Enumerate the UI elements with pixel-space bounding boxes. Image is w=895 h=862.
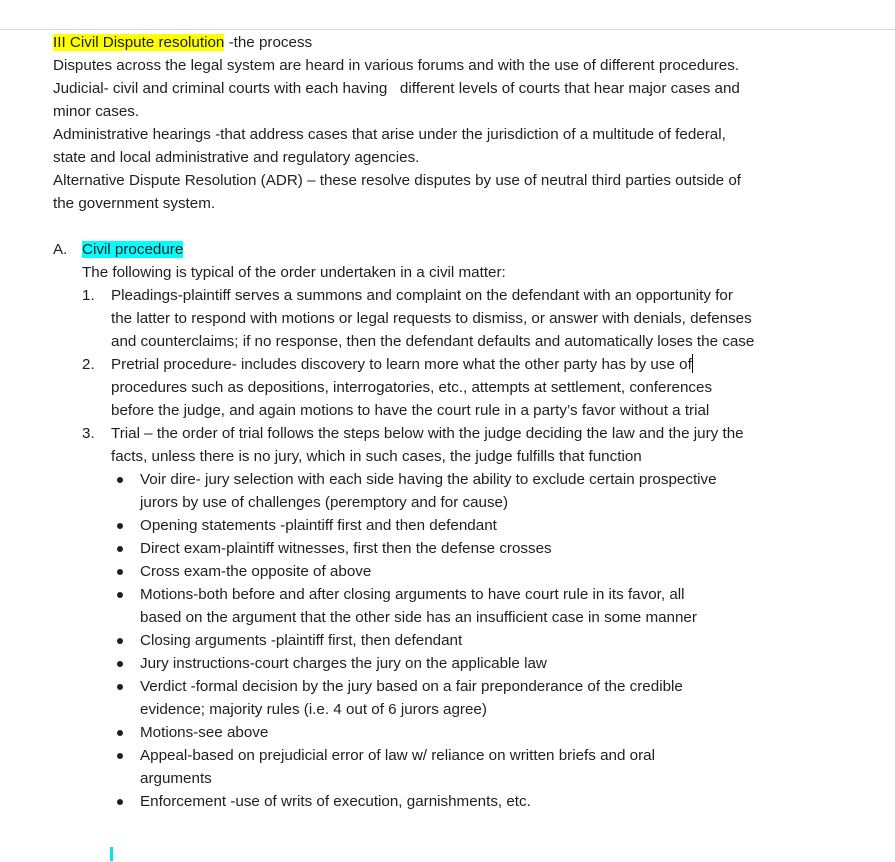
step-line: the latter to respond with motions or legal requests to dismiss, or answer with denials, defenses [111, 310, 752, 327]
bullet-icon [117, 592, 123, 598]
intro-line: Alternative Dispute Resolution (ADR) – these resolve disputes by use of neutral third parties outside of [53, 172, 742, 189]
procedure-step [82, 353, 853, 422]
trial-step-line: Opening statements -plaintiff first and then defendant [140, 517, 497, 534]
trial-step [140, 583, 853, 629]
step-number: 1. [82, 287, 95, 304]
trial-step [140, 652, 853, 675]
step-line: Trial – the order of trial follows the steps below with the judge deciding the law and the jury the [111, 425, 744, 442]
bullet-icon [117, 523, 123, 529]
step-line: before the judge, and again motions to have the court rule in a party’s favor without a trial [111, 402, 710, 419]
trial-step-line: Direct exam-plaintiff witnesses, first then the defense crosses [140, 540, 552, 557]
bullet-icon [117, 569, 123, 575]
trial-step-line: Verdict -formal decision by the jury based on a fair preponderance of the credible [140, 678, 683, 695]
trial-step [140, 629, 853, 652]
trial-step-line: evidence; majority rules (i.e. 4 out of 6 jurors agree) [140, 701, 487, 718]
intro-line: Disputes across the legal system are heard in various forums and with the use of different procedures. [53, 57, 740, 74]
section-civil-procedure [53, 238, 853, 813]
bullet-icon [117, 638, 123, 644]
trial-step [140, 721, 853, 744]
trial-step-line: Jury instructions-court charges the jury on the applicable law [140, 655, 547, 672]
intro-line: minor cases. [53, 103, 140, 120]
text-cursor [692, 354, 693, 373]
procedure-steps-list [82, 284, 853, 468]
procedure-step [82, 422, 853, 468]
procedure-step [82, 284, 853, 353]
intro-line: Administrative hearings -that address cases that arise under the jurisdiction of a multitude of federal, [53, 126, 726, 143]
bullet-icon [117, 661, 123, 667]
trial-step-line: Enforcement -use of writs of execution, garnishments, etc. [140, 793, 531, 810]
trial-step-line: based on the argument that the other side has an insufficient case in some manner [140, 609, 697, 626]
subsection-marker: A. [53, 241, 68, 258]
trial-steps-list [82, 468, 853, 813]
trial-step [140, 560, 853, 583]
step-number: 3. [82, 425, 95, 442]
bullet-icon [117, 477, 123, 483]
bullet-icon [117, 730, 123, 736]
intro-paragraphs [53, 54, 853, 215]
page-top-border [0, 29, 895, 30]
trial-step-line: Closing arguments -plaintiff first, then defendant [140, 632, 463, 649]
trial-step [140, 537, 853, 560]
trial-step-line: Voir dire- jury selection with each side having the ability to exclude certain prospective [140, 471, 717, 488]
intro-line: state and local administrative and regulatory agencies. [53, 149, 420, 166]
bullet-icon [117, 753, 123, 759]
trial-step [140, 744, 853, 790]
subsection-heading [53, 238, 853, 261]
trial-step-line: Appeal-based on prejudicial error of law w/ reliance on written briefs and oral [140, 747, 655, 764]
step-line: facts, unless there is no jury, which in such cases, the judge fulfills that function [111, 448, 642, 465]
heading-highlight: III Civil Dispute resolution [53, 34, 225, 51]
trial-step-line: Motions-see above [140, 724, 269, 741]
trial-step-line: arguments [140, 770, 212, 787]
bullet-icon [117, 799, 123, 805]
trial-step [140, 514, 853, 537]
step-line: and counterclaims; if no response, then the defendant defaults and automatically loses the case [111, 333, 755, 350]
bullet-icon [117, 546, 123, 552]
blank-line [53, 215, 853, 238]
heading-rest: -the process [224, 34, 313, 51]
bullet-icon [117, 684, 123, 690]
step-number: 2. [82, 356, 95, 373]
trial-step [140, 468, 853, 514]
trial-step-line: Cross exam-the opposite of above [140, 563, 372, 580]
trial-step-line: Motions-both before and after closing arguments to have court rule in its favor, all [140, 586, 685, 603]
step-line [111, 353, 853, 376]
trial-step [140, 675, 853, 721]
document-body[interactable] [53, 31, 853, 813]
section-heading [53, 31, 853, 54]
intro-line: the government system. [53, 195, 216, 212]
step-line: procedures such as depositions, interrogatories, etc., attempts at settlement, conferences [111, 379, 713, 396]
step-line-text: Pretrial procedure- includes discovery to learn more what the other party has by use of [111, 356, 692, 373]
insertion-point-marker [110, 847, 113, 861]
step-line: Pleadings-plaintiff serves a summons and complaint on the defendant with an opportunity for [111, 287, 733, 304]
trial-step [140, 790, 853, 813]
subsection-title: Civil procedure [82, 241, 184, 258]
subsection-intro: The following is typical of the order undertaken in a civil matter: [82, 264, 506, 281]
intro-line: Judicial- civil and criminal courts with each having different levels of courts that hear major cases and [53, 80, 740, 97]
trial-step-line: jurors by use of challenges (peremptory and for cause) [140, 494, 509, 511]
